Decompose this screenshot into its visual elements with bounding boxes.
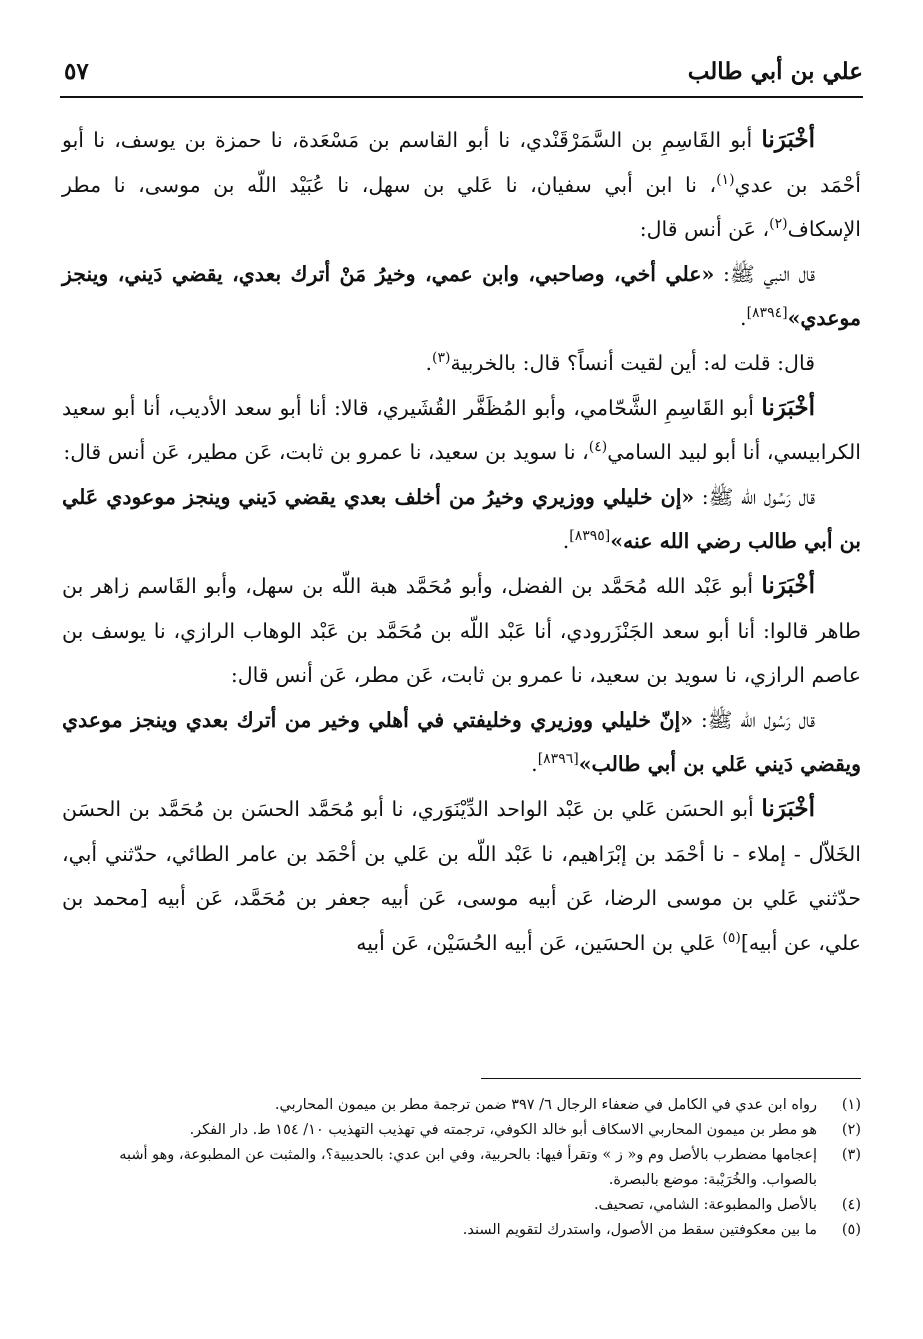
footnote-text: بالأصل والمطبوعة: الشامي، تصحيف.	[593, 1197, 817, 1213]
page-header	[60, 56, 863, 98]
reference-marker: [٨٣٩٤]	[746, 305, 788, 322]
footnote	[62, 1118, 861, 1143]
paragraph	[62, 698, 861, 787]
reference-marker: [٨٣٩٦]	[537, 751, 579, 768]
footnote-number: (٥)	[841, 1222, 861, 1238]
paragraph	[62, 252, 861, 341]
text-segment: ، عَن أنس قال:	[639, 217, 770, 242]
text-segment: أبو عَبْد الله مُحَمَّد بن الفضل، وأبو مُحَمَّد هبة اللّه بن سهل، وأبو القَاسم زاهر بن طاهر قالوا: أنا أبو سعد الجَنْزَرودي، أنا عَبْد اللّه بن مُحَمَّد بن عَبْد الوهاب الرازي، نا يوسف بن عاصم الرازي، نا سويد بن سعيد، نا عمرو بن ثابت، عَن مطر، عَن أنس قال:	[62, 573, 861, 688]
text-segment: قال: قلت له: أين لقيت أنساً؟ قال: بالخربية	[450, 350, 815, 375]
footnote-text: ما بين معكوفتين سقط من الأصول، واستدرك لتقويم السند.	[462, 1222, 817, 1238]
footnote-number: (٣)	[841, 1147, 861, 1163]
page-number: ٥٧	[64, 58, 89, 85]
reference-marker: (٢)	[769, 216, 788, 233]
reference-marker: (٣)	[431, 350, 451, 367]
paragraph	[62, 475, 861, 564]
reference-marker: (١)	[716, 171, 735, 188]
paragraph	[62, 118, 861, 252]
running-title: علي بن أبي طالب	[687, 58, 863, 85]
paragraph	[62, 564, 861, 698]
footnote-text: رواه ابن عدي في الكامل في ضعفاء الرجال ٦/ ٣٩٧ ضمن ترجمة مطر بن ميمون المحاربي.	[274, 1097, 817, 1113]
akhbarana-keyword: أخْبَرَنا	[761, 571, 815, 599]
footnote	[62, 1093, 861, 1118]
footnotes	[62, 1093, 861, 1243]
footnote-separator	[481, 1078, 861, 1079]
text-segment: عَلي بن الحسَين، عَن أبيه الحُسَيْن، عَن أبيه	[356, 930, 723, 955]
reference-marker: (٤)	[588, 439, 608, 456]
text-segment: قال رَسُول الله ﷺ:	[694, 484, 815, 509]
footnote-number: (٢)	[841, 1122, 861, 1138]
reference-marker: [٨٣٩٥]	[569, 528, 611, 545]
hadith-quote: «علي أخي، وصاحبي، وابن عمي، وخيرُ مَنْ أترك بعدي، يقضي دَيني، وينجز موعدي»	[62, 261, 861, 331]
text-segment: .	[562, 529, 570, 554]
text-segment: قال النبي ﷺ:	[714, 261, 815, 286]
footnote-number: (٤)	[841, 1197, 861, 1213]
text-segment: أبو القَاسِمِ الشَّحّامي، وأبو المُظَفَّر القُشَيري، قالا: أنا أبو سعد الأديب، أنا أبو سعيد الكرابيسي، أنا أبو لبيد السامي	[62, 395, 861, 465]
text-segment: ، نا ابن أبي سفيان، نا عَلي بن سهل، نا عُبَيْد اللّه بن موسى، نا مطر الإسكاف	[62, 172, 861, 242]
reference-marker: (٥)	[722, 929, 741, 946]
paragraph	[62, 341, 861, 386]
text-segment: .	[531, 752, 538, 777]
akhbarana-keyword: أخْبَرَنا	[761, 126, 815, 153]
footnote	[62, 1143, 861, 1193]
text-segment: .	[740, 306, 747, 331]
text-segment: أبو الحسَن عَلي بن عَبْد الواحد الدِّيْنَوَري، نا أبو مُحَمَّد الحسَن بن مُحَمَّد بن الحسَن الخَلاّل - إملاء - نا أحْمَد بن إبْرَاهيم، نا عَبْد اللّه بن عَلي بن أحْمَد بن عامر الطائي، حدّثني أبي، حدّثني عَلي بن موسى الرضا، عَن أبيه موسى، عَن أبيه جعفر بن مُحَمَّد، عَن أبيه [محمد بن علي، عن أبيه]	[62, 796, 861, 955]
footnote-text: إعجامها مضطرب بالأصل وم و« ز » وتقرأ فيها: بالحربية، وفي ابن عدي: بالحديبية؟، والمثبت عن المطبوعة، وهو أشبه بالصواب. والخُرَيْبة: موضع بالبصرة.	[119, 1147, 817, 1188]
akhbarana-keyword: أخْبَرَنا	[761, 393, 815, 421]
hadith-quote: «إنّ خليلي ووزيري وخليفتي في أهلي وخير من أترك بعدي وينجز موعدي ويقضي دَيني عَلي بن أبي طالب»	[62, 707, 861, 777]
paragraph	[62, 787, 861, 965]
text-segment: .	[425, 350, 432, 375]
footnote	[62, 1193, 861, 1218]
footnote-number: (١)	[841, 1097, 861, 1113]
text-segment: ، نا سويد بن سعيد، نا عمرو بن ثابت، عَن مطير، عَن أنس قال:	[63, 440, 589, 465]
hadith-quote: «إن خليلي ووزيري وخيرُ من أخلف بعدي يقضي دَيني وينجز موعودي عَلي بن أبي طالب رضي الله عنه»	[62, 484, 861, 554]
footnote-text: هو مطر بن ميمون المحاربي الاسكاف أبو خالد الكوفي، ترجمته في تهذيب التهذيب ١٠/ ١٥٤ ط. دار الفكر.	[189, 1122, 817, 1138]
paragraph	[62, 386, 861, 475]
main-text	[62, 118, 861, 965]
text-segment: قال رَسُول الله ﷺ:	[693, 707, 815, 732]
footnote	[62, 1218, 861, 1243]
akhbarana-keyword: أخْبَرَنا	[761, 794, 815, 822]
text-segment: أبو القَاسِمِ بن السَّمَرْقَنْدي، نا أبو القاسم بن مَسْعَدة، نا حمزة بن يوسف، نا أبو أحْمَد بن عدي	[62, 128, 861, 197]
